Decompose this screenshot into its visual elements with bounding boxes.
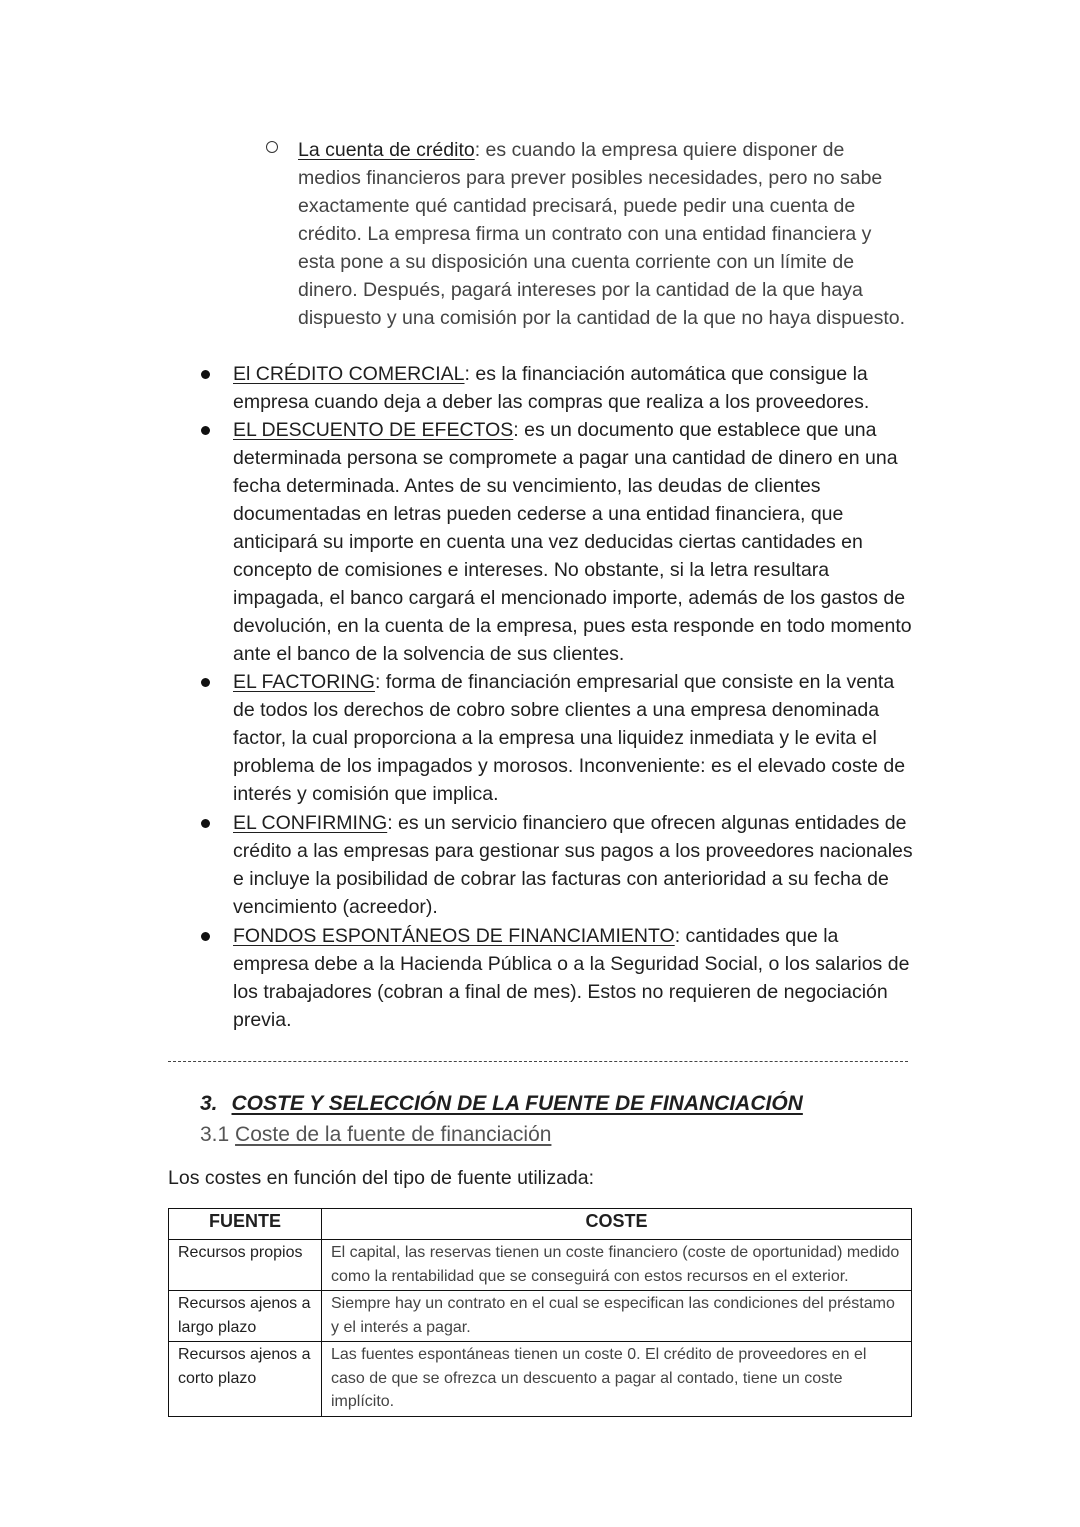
bullet-descuento-efectos [233,416,913,668]
section-heading [200,1092,803,1116]
sub-bullet-marker [266,141,278,153]
cell-source: Recursos ajenos a corto plazo [169,1342,322,1417]
cell-source: Recursos ajenos a largo plazo [169,1291,322,1342]
bullet-term: El CRÉDITO COMERCIAL [233,363,465,385]
cell-cost: Siempre hay un contrato en el cual se especifican las condiciones del préstamo y el interés a pagar. [322,1291,912,1342]
bullet-term: FONDOS ESPONTÁNEOS DE FINANCIAMIENTO [233,925,675,947]
bullet-marker [201,678,210,687]
bullet-marker [201,819,210,828]
cost-table [168,1208,912,1417]
bullet-marker [201,370,210,379]
bullet-credito-comercial [233,360,913,416]
bullet-text: : forma de financiación empresarial que consiste en la venta de todos los derechos de cobro sobre clientes a una empresa denominada factor, la cual proporciona a la empresa una liquidez inmediata y le evita el problema de los impagados y morosos. Inconveniente: es el elevado coste de interés y comisión que implica. [233,671,906,805]
table-header-row [169,1209,912,1240]
bullet-text: : es la financiación automática que consigue la empresa cuando deja a deber las compras que realiza a los proveedores. [233,363,870,413]
bullet-marker [201,426,210,435]
cell-cost: Las fuentes espontáneas tienen un coste 0. El crédito de proveedores en el caso de que se ofrezca un descuento a pagar al contado, tiene un coste implícito. [322,1342,912,1417]
bullet-fondos-espontaneos [233,922,913,1034]
header-fuente: FUENTE [169,1209,322,1240]
cell-source: Recursos propios [169,1240,322,1291]
section-title: COSTE Y SELECCIÓN DE LA FUENTE DE FINANCIACIÓN [231,1092,803,1115]
bullet-confirming [233,809,913,921]
bullet-marker [201,932,210,941]
cell-cost: El capital, las reservas tienen un coste financiero (coste de oportunidad) medido como la rentabilidad que se conseguirá con estos recursos en el exterior. [322,1240,912,1291]
table-row [169,1240,912,1291]
header-coste: COSTE [322,1209,912,1240]
bullet-text: : es un servicio financiero que ofrecen algunas entidades de crédito a las empresas para gestionar sus pagos a los proveedores nacionales e incluye la posibilidad de cobrar las facturas con anterioridad a su fecha de vencimiento (acreedor). [233,812,913,918]
bullet-factoring [233,668,913,808]
subsection-heading [200,1123,551,1147]
table-intro: Los costes en función del tipo de fuente utilizada: [168,1167,595,1189]
bullet-term: EL FACTORING [233,671,375,693]
dashed-divider [168,1061,908,1062]
bullet-term: EL CONFIRMING [233,812,388,834]
sub-bullet-text: : es cuando la empresa quiere disponer de medios financieros para prever posibles necesidades, pero no sabe exactamente qué cantidad precisará, puede pedir una cuenta de crédito. La empresa firma un contrato con una entidad financiera y esta pone a su disposición una cuenta corriente con un límite de dinero. Después, pagará intereses por la cantidad de la que haya dispuesto y una comisión por la cantidad de la que no haya dispuesto. [298,139,906,329]
subsection-title: Coste de la fuente de financiación [235,1123,552,1146]
subsection-number: 3.1 [200,1123,230,1146]
section-number: 3. [200,1092,218,1115]
bullet-term: EL DESCUENTO DE EFECTOS [233,419,514,441]
table-row [169,1342,912,1417]
table-row [169,1291,912,1342]
bullet-text: : es un documento que establece que una determinada persona se compromete a pagar una cantidad de dinero en una fecha determinada. Antes de su vencimiento, las deudas de clientes documentadas en letras pueden cederse a una entidad financiera, que anticipará su importe en cuenta una vez deducidas ciertas cantidades en concepto de comisiones e intereses. No obstante, si la letra resultara impagada, el banco cargará el mencionado importe, además de los gastos de devolución, en la cuenta de la empresa, pues esta responde en todo momento ante el banco de la solvencia de sus clientes. [233,419,912,665]
bullet-text: : cantidades que la empresa debe a la Hacienda Pública o a la Seguridad Social, o los salarios de los trabajadores (cobran a final de mes). Estos no requieren de negociación previa. [233,925,910,1031]
sub-bullet-cuenta-credito [298,136,908,332]
sub-bullet-term: La cuenta de crédito [298,139,475,161]
